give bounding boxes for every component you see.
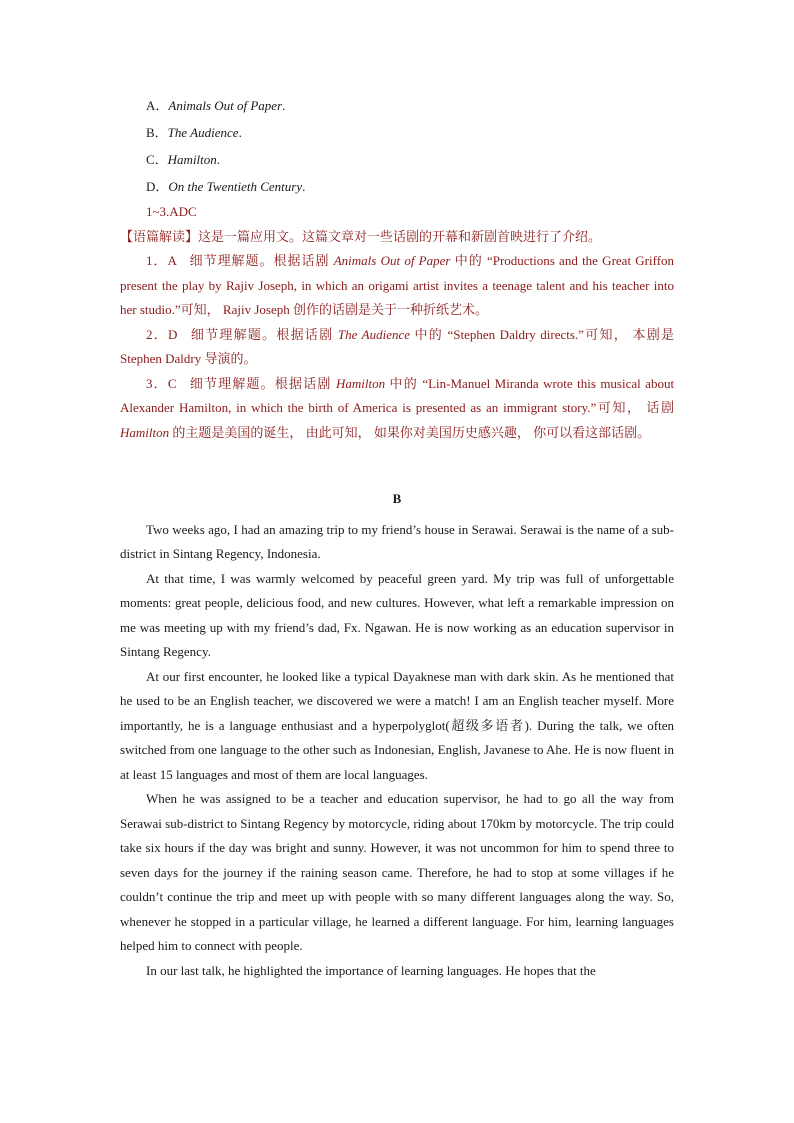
passage-analysis xyxy=(120,225,674,250)
passage-paragraph: Two weeks ago, I had an amazing trip to my friend’s house in Serawai. Serawai is the name of a sub-district in Sintang Regency, Indonesia. xyxy=(120,521,674,561)
option-c: C．Hamilton. xyxy=(146,152,221,167)
passage-paragraph: When he was assigned to be a teacher and education supervisor, he had to go all the way from Serawai sub-district to Sintang Regency by motorcycle, riding about 170km by motorcycle. The trip could take six hours if the day was bright and sunny. However, it was not uncommon for him to spend three to seven days for the journey if the raining season came. Therefore, he had to stop at some villages if he couldn’t continue the trip and meet up with people with so many different languages along the way. So, whenever he stopped in a particular village, he learned a different language. For him, learning languages helped him to connect with people. xyxy=(120,791,674,953)
answer-key: 1~3.ADC xyxy=(146,204,197,219)
passage-b xyxy=(120,518,674,984)
analysis-label: 【语篇解读】 xyxy=(120,228,199,244)
passage-paragraph: At our first encounter, he looked like a typical Dayaknese man with dark skin. As he mentioned that he used to be an English teacher, we discovered we were a match! I am an English teacher myself. More importantly, he is a language enthusiast and a hyperpolyglot(超级多语者). During the talk, we often switched from one language to the other such as Indonesian, English, Javanese to Ahe. He is now fluent in at least 15 languages and most of them are local languages. xyxy=(120,668,674,782)
document-content xyxy=(120,92,674,983)
passage-paragraph: In our last talk, he highlighted the importance of learning languages. He hopes that the xyxy=(146,962,596,978)
passage-paragraph: At that time, I was warmly welcomed by peaceful green yard. My trip was full of unforgettable moments: great people, delicious food, and new cultures. However, what left a remarkable impression on me was meeting up with my friend’s dad, Fx. Ngawan. He is now working as an education supervisor in Sintang Regency. xyxy=(120,570,674,659)
explanation-q1: 1．A 细节理解题。根据话剧 Animals Out of Paper 中的 “Productions and the Great Griffon present the play by Rajiv Joseph, in which an origami artist invites a teenage talent and his teacher into her studio.”可知， Rajiv Joseph 创作的话剧是关于一种折纸艺术。 xyxy=(120,253,675,317)
analysis-text: 这是一篇应用文。这篇文章对一些话剧的开幕和新剧首映进行了介绍。 xyxy=(198,228,602,244)
section-heading: B xyxy=(392,491,402,506)
option-d: D．On the Twentieth Century. xyxy=(146,179,306,194)
explanation-q3: 3．C 细节理解题。根据话剧 Hamilton 中的 “Lin-Manuel Miranda wrote this musical about Alexander Hamilton, in which the birth of America is presented as an immigrant story.”可知， 话剧 Hamilton 的主题是美国的诞生， 由此可知， 如果你对美国历史感兴趣， 你可以看这部话剧。 xyxy=(120,375,675,440)
explanation-q2: 2．D 细节理解题。根据话剧 The Audience 中的 “Stephen Daldry directs.”可知， 本剧是 Stephen Daldry 导演的。 xyxy=(120,326,674,366)
option-b: B．The Audience. xyxy=(146,125,242,140)
option-a: A．Animals Out of Paper. xyxy=(146,98,286,113)
